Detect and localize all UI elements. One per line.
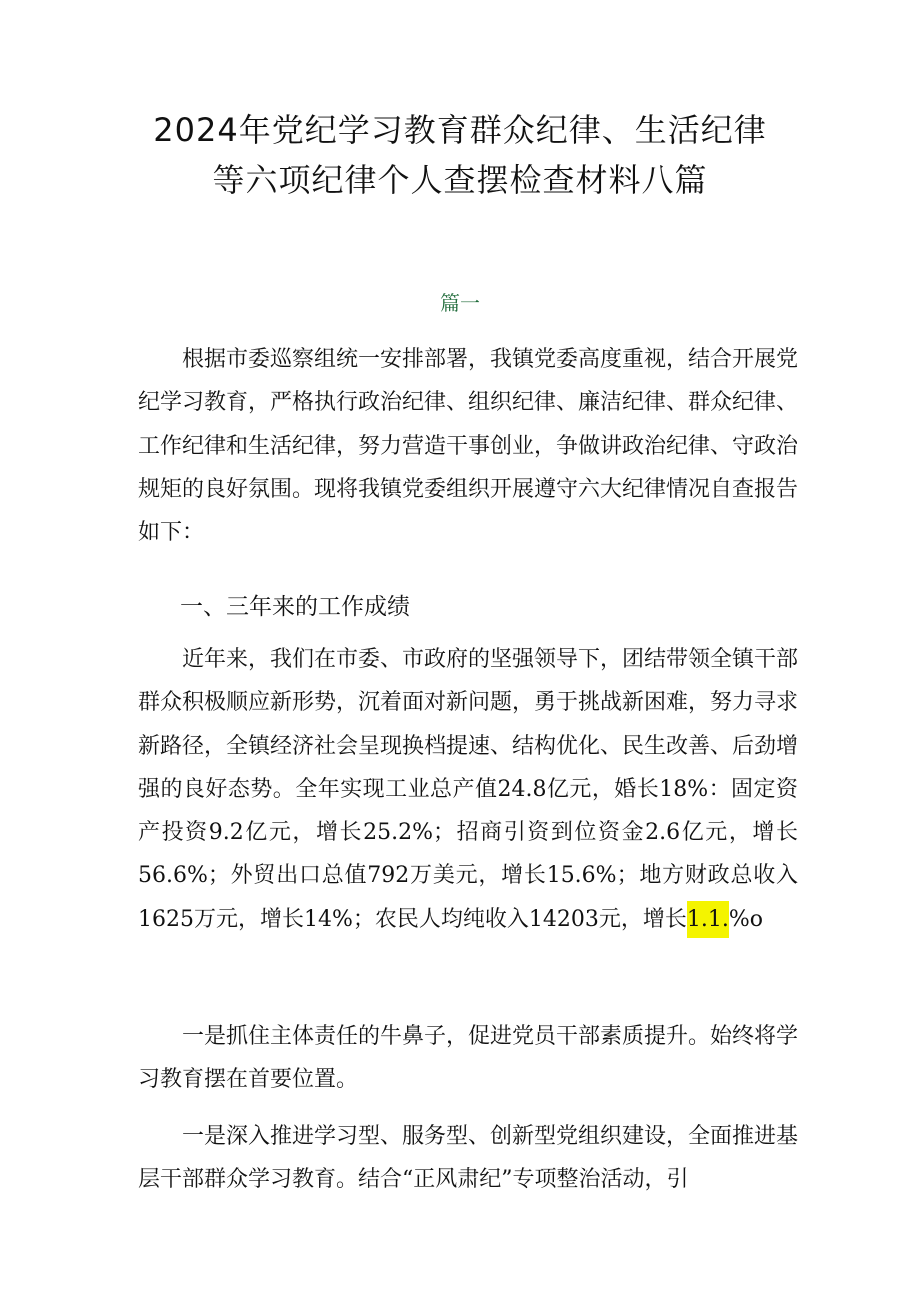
point-paragraph-1: 一是抓住主体责任的牛鼻子，促进党员干部素质提升。始终将学习教育摆在首要位置。: [138, 1024, 799, 1093]
document-title-line-2: 等六项纪律个人查摆检查材料八篇: [212, 161, 708, 199]
achievements-tail: %o: [728, 906, 764, 932]
heading-work-achievements: 一、三年来的工作成绩: [180, 594, 410, 620]
intro-paragraph: 根据市委巡察组统一安排部署，我镇党委高度重视，结合开展党纪学习教育，严格执行政治纪律、组织纪律、廉洁纪律、群众纪律、工作纪律和生活纪律，努力营造干事创业，争做讲政治纪律、守政治规矩的良好氛围。现将我镇党委组织开展遵守六大纪律情况自查报告如下：: [138, 347, 799, 546]
section-heading: 篇一: [440, 291, 480, 315]
achievements-text: 近年来，我们在市委、市政府的坚强领导下，团结带领全镇干部群众积极顺应新形势，沉着面对新问题，勇于挑战新困难，努力寻求新路径，全镇经济社会呈现换档提速、结构优化、民生改善、后劲增强的良好态势。全年实现工业总产值24.8亿元，婚长18%：固定资产投资9.2亿元，增长25.2%；招商引资到位资金2.6亿元，增长56.6%；外贸出口总值792万美元，增长15.6%；地方财政总收入1625万元，增长14%；农民人均纯收入14203元，增长: [138, 647, 799, 932]
achievements-paragraph: [138, 638, 798, 941]
point-paragraph-2: 一是深入推进学习型、服务型、创新型党组织建设，全面推进基层干部群众学习教育。结合“正风肃纪”专项整治活动，引: [138, 1124, 799, 1193]
highlighted-value: 1.1.: [687, 901, 729, 938]
document-title-line-1: 2024年党纪学习教育群众纪律、生活纪律: [153, 111, 767, 149]
